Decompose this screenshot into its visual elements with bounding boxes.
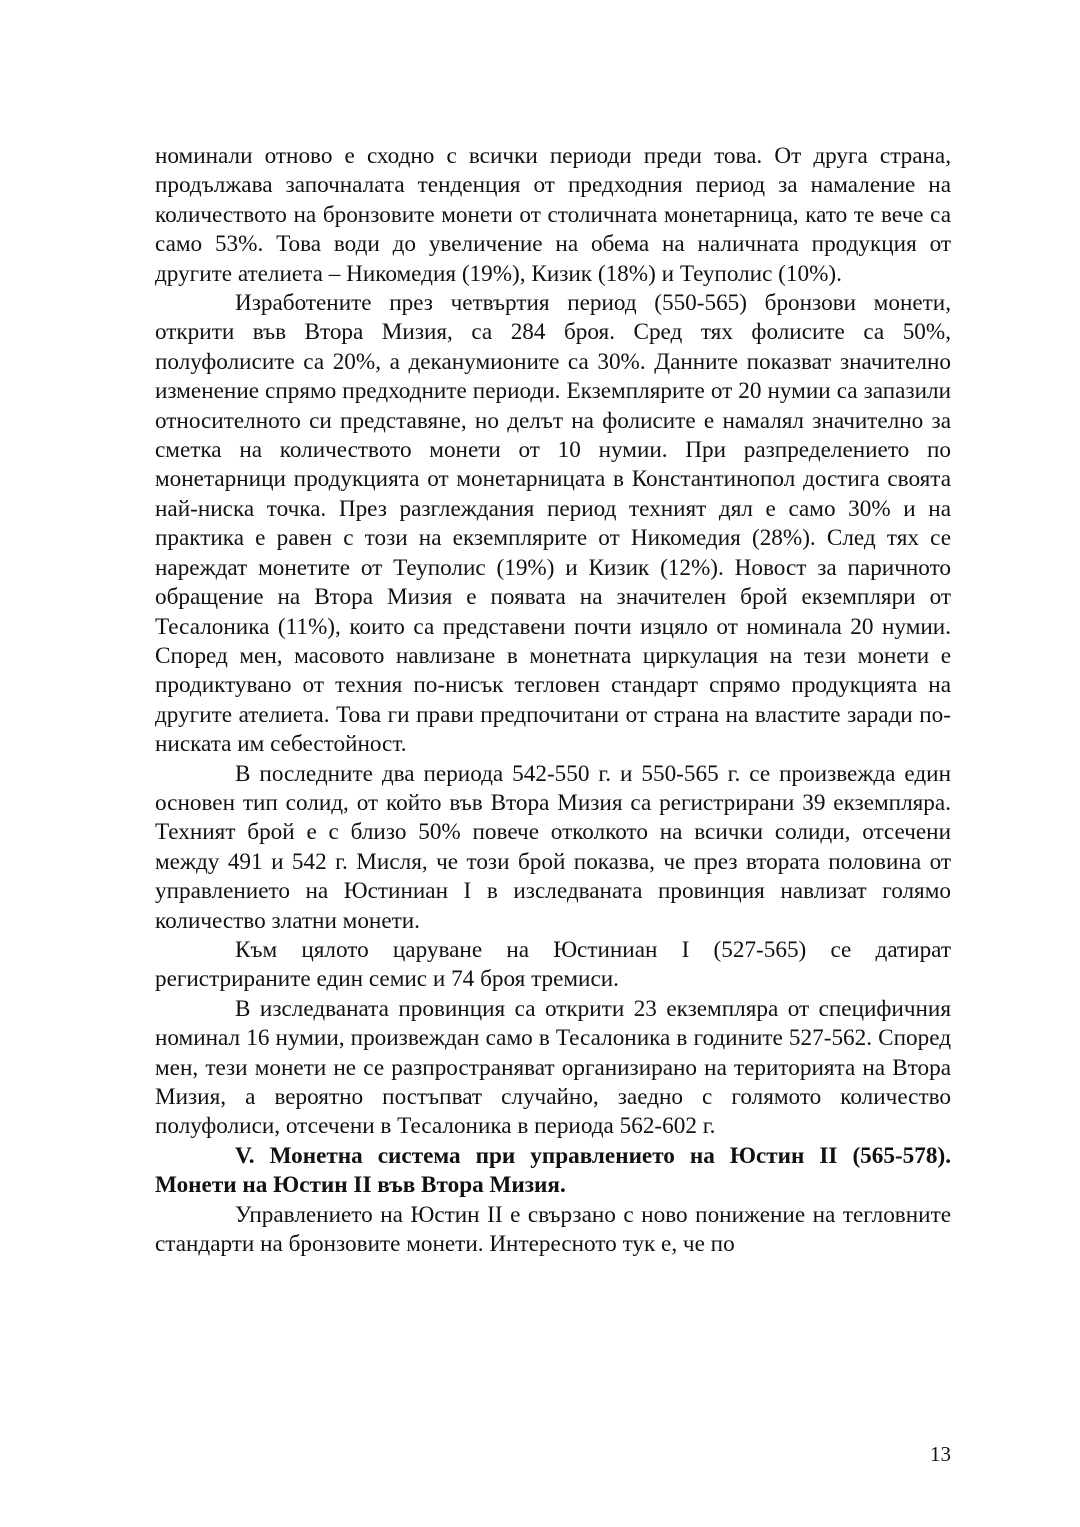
paragraph-4: Към цялото царуване на Юстиниан I (527-565) се датират регистрираните един семис и 74 броя тремиси. — [155, 936, 951, 993]
page-number: 13 — [930, 1442, 951, 1466]
page-body — [155, 142, 951, 1259]
paragraph-2: Изработените през четвъртия период (550-565) бронзови монети, открити във Втора Мизия, са 284 броя. Сред тях фолисите са 50%, полуфолисите са 20%, а деканумионите са 30%. Данните показват значително изменение спрямо предходните периоди. Екземплярите от 20 нумии са запазили относителното си представяне, но делът на фолисите е намалял значително за сметка на количеството монети от 10 нумии. При разпределението по монетарници продукцията от монетарницата в Константинопол достига своята най-ниска точка. През разглеждания период техният дял е само 30% и на практика е равен с този на екземплярите от Никомедия (28%). След тях се нареждат монетите от Теуполис (19%) и Кизик (12%). Новост за паричното обращение на Втора Мизия е появата на значителен брой екземпляри от Тесалоника (11%), които са представени почти изцяло от номинала 20 нумии. Според мен, масовото навлизане в монетната циркулация на тези монети е продиктувано от техния по-нисък тегловен стандарт спрямо продукцията на другите ателиета. Това ги прави предпочитани от страна на властите заради по-ниската им себестойност. — [155, 290, 951, 758]
paragraph-1: номинали отново е сходно с всички периоди преди това. От друга страна, продължава започналата тенденция от предходния период за намаление на количеството на бронзовите монети от столичната монетарница, като те вече са само 53%. Това води до увеличение на обема на наличната продукция от другите ателиета – Никомедия (19%), Кизик (18%) и Теуполис (10%). — [155, 143, 951, 287]
paragraph-6: Управлението на Юстин II е свързано с ново понижение на тегловните стандарти на бронзовите монети. Интересното тук е, че по — [155, 1201, 951, 1258]
paragraph-5: В изследваната провинция са открити 23 екземпляра от специфичния номинал 16 нумии, произвеждан само в Тесалоника в годините 527-562. Според мен, тези монети не се разпространяват организирано на територията на Втора Мизия, а вероятно постъпват случайно, заедно с голямото количество полуфолиси, отсечени в Тесалоника в периода 562-602 г. — [155, 995, 951, 1140]
section-heading: V. Монетна система при управлението на Юстин II (565-578). Монети на Юстин II във Втора Мизия. — [155, 1142, 951, 1199]
paragraph-3: В последните два периода 542-550 г. и 550-565 г. се произвежда един основен тип солид, от който във Втора Мизия са регистрирани 39 екземпляра. Техният брой е с близо 50% повече отколкото на всички солиди, отсечени между 491 и 542 г. Мисля, че този брой показва, че през втората половина от управлението на Юстиниан I в изследваната провинция навлизат голямо количество златни монети. — [155, 760, 951, 934]
